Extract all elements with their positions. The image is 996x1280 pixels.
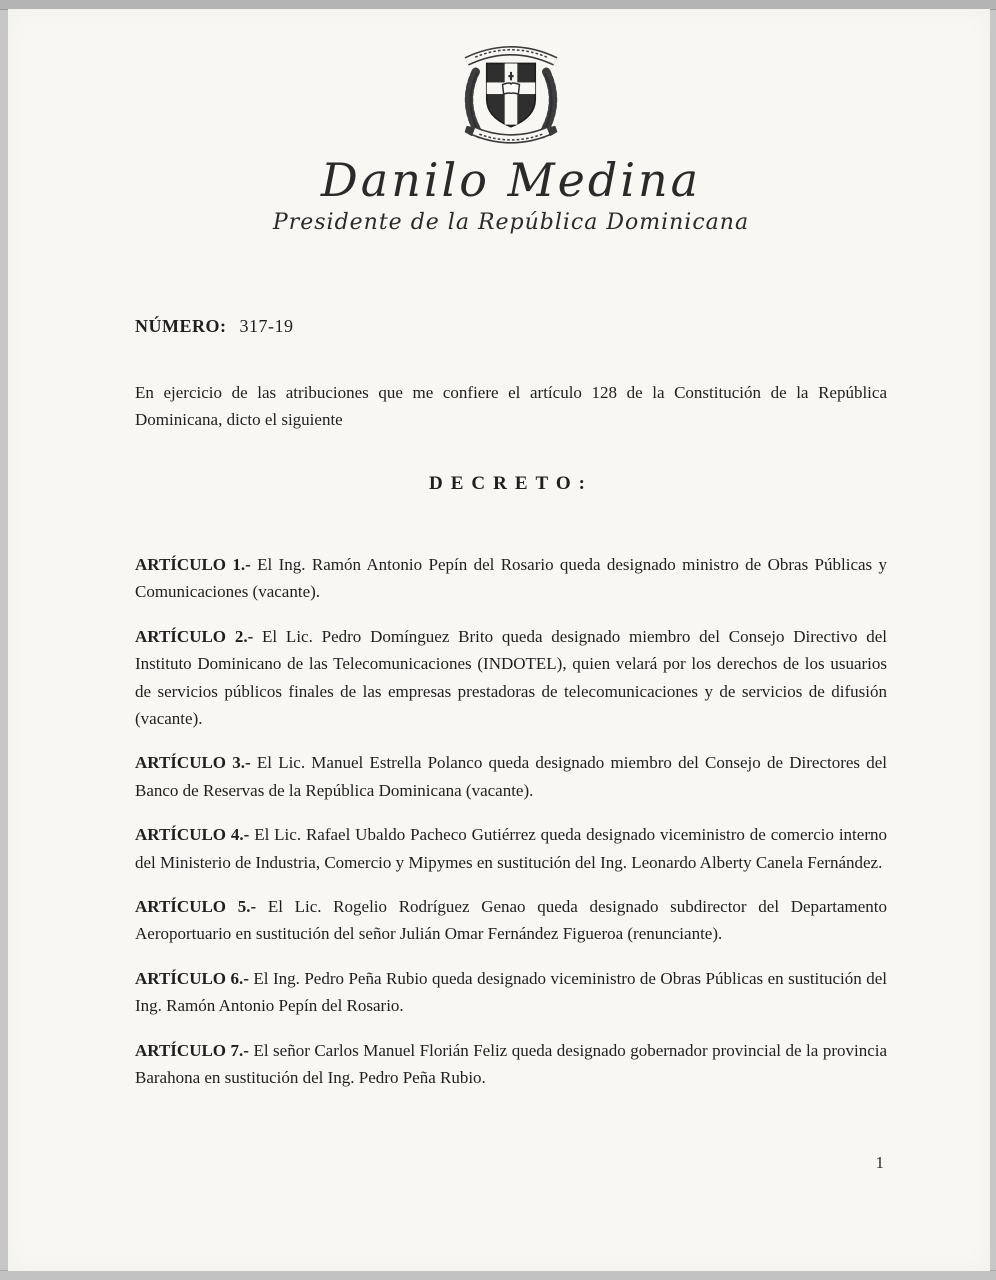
article-paragraph-1 <box>135 551 887 606</box>
article-text: El Ing. Pedro Peña Rubio queda designado viceministro de Obras Públicas en sustitución del Ing. Ramón Antonio Pepín del Rosario. <box>135 968 887 1016</box>
article-paragraph-2 <box>135 623 887 733</box>
president-name: Danilo Medina <box>320 153 702 207</box>
article-text: El Lic. Rafael Ubaldo Pacheco Gutiérrez queda designado viceministro de comercio interno del Ministerio de Industria, Comercio y Mipymes en sustitución del Ing. Leonardo Alberty Canela Fernández. <box>135 825 887 872</box>
scan-edge-bottom <box>0 1270 996 1280</box>
document-page <box>8 9 990 1271</box>
article-label: ARTÍCULO 6.- <box>135 968 249 988</box>
article-label: ARTÍCULO 1.- <box>135 555 251 574</box>
article-text: El Ing. Ramón Antonio Pepín del Rosario queda designado ministro de Obras Públicas y Comunicaciones (vacante). <box>135 555 888 602</box>
article-text: El Lic. Manuel Estrella Polanco queda designado miembro del Consejo de Directores del Banco de Reservas de la República Dominicana (vacante). <box>135 753 888 800</box>
dominican-coat-of-arms-icon <box>447 35 575 155</box>
article-paragraph-6 <box>135 965 887 1020</box>
article-label: ARTÍCULO 2.- <box>135 626 254 646</box>
article-label: ARTÍCULO 4.- <box>135 825 250 845</box>
article-paragraph-4 <box>135 821 887 876</box>
article-paragraph-3 <box>135 749 887 804</box>
president-title: Presidente de la República Dominicana <box>272 210 750 235</box>
decree-heading: DECRETO: <box>429 473 593 494</box>
article-text: El Lic. Pedro Domínguez Brito queda designado miembro del Consejo Directivo del Instituto Dominicano de las Telecomunicaciones (INDOTEL), quien velará por los derechos de los usuarios de servicios públicos finales de las empresas prestadoras de telecomunicaciones y de servicios de difusión (vacante). <box>135 626 888 729</box>
document-content <box>135 9 887 1106</box>
article-label: ARTÍCULO 7.- <box>135 1040 249 1060</box>
article-paragraph-5 <box>135 893 887 948</box>
decree-number-label: NÚMERO: <box>135 316 227 336</box>
decree-number <box>135 316 887 337</box>
article-paragraph-7 <box>135 1037 887 1092</box>
article-text: El Lic. Rogelio Rodríguez Genao queda designado subdirector del Departamento Aeroportuario en sustitución del señor Julián Omar Fernández Figueroa (renunciante). <box>135 897 888 944</box>
article-label: ARTÍCULO 3.- <box>135 753 251 773</box>
letterhead <box>135 9 887 234</box>
article-text: El señor Carlos Manuel Florián Feliz queda designado gobernador provincial de la provincia Barahona en sustitución del Ing. Pedro Peña Rubio. <box>135 1040 888 1088</box>
article-label: ARTÍCULO 5.- <box>135 897 257 917</box>
articles-list <box>135 551 887 1092</box>
decree-number-value: 317-19 <box>239 316 294 336</box>
intro-paragraph: En ejercicio de las atribuciones que me confiere el artículo 128 de la Constitución de la República Dominicana, dicto el siguiente <box>135 383 887 429</box>
page-number: 1 <box>875 1153 884 1172</box>
